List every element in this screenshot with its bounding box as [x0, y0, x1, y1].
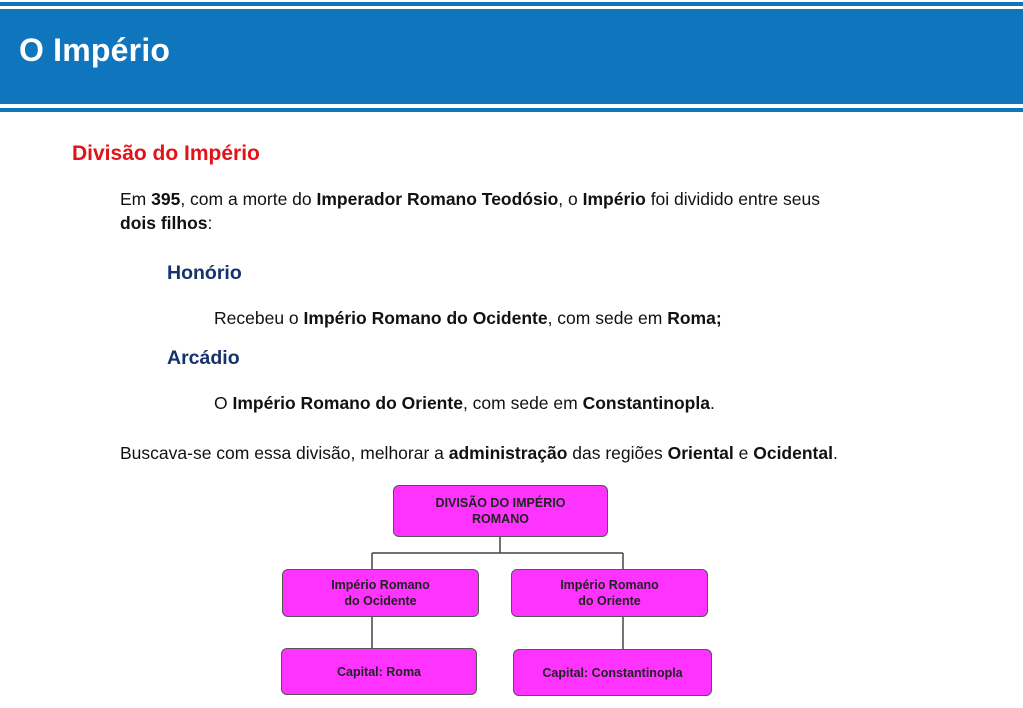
arcadio-text: O	[214, 393, 233, 413]
arcadio-paragraph	[214, 391, 1023, 415]
conclusion-text: Buscava-se com essa divisão, melhorar a	[120, 443, 449, 463]
conclusion-paragraph	[120, 441, 1000, 465]
intro-text: , com a morte do	[180, 189, 317, 209]
arcadio-text: , com sede em	[462, 393, 583, 413]
intro-emperor: Imperador Romano Teodósio	[316, 189, 559, 209]
conclusion-oriental: Oriental	[667, 443, 734, 463]
honorio-paragraph	[214, 306, 1023, 330]
honorio-heading: Honório	[167, 262, 242, 284]
intro-text: , o	[558, 189, 583, 209]
arcadio-seat: Constantinopla	[582, 393, 710, 413]
conclusion-administration: administração	[448, 443, 568, 463]
org-box-east-capital	[513, 649, 712, 696]
org-box-root	[393, 485, 608, 537]
section-title: Divisão do Império	[72, 142, 260, 165]
slide-header	[0, 0, 1023, 113]
org-west-line1: Império Romano	[331, 578, 430, 592]
honorio-empire: Império Romano do Ocidente	[303, 308, 548, 328]
org-box-east	[511, 569, 708, 617]
header-top-line	[0, 2, 1023, 6]
arcadio-text: .	[709, 393, 715, 413]
org-west-capital-label: Capital: Roma	[336, 664, 422, 679]
honorio-seat: Roma;	[667, 308, 722, 328]
intro-text: :	[207, 213, 213, 233]
intro-empire: Império	[582, 189, 646, 209]
header-bottom-line	[0, 108, 1023, 112]
slide-title: O Império	[19, 32, 171, 68]
intro-text: Em	[120, 189, 152, 209]
org-root-line2: ROMANO	[472, 512, 529, 526]
arcadio-heading: Arcádio	[167, 347, 240, 369]
intro-sons: dois filhos	[120, 213, 208, 233]
intro-text: foi dividido entre seus	[645, 189, 820, 209]
org-east-capital-label: Capital: Constantinopla	[542, 665, 683, 680]
org-root-line1: DIVISÃO DO IMPÉRIO	[435, 496, 566, 510]
org-east-line1: Império Romano	[560, 578, 659, 592]
conclusion-text: .	[832, 443, 838, 463]
intro-paragraph	[120, 187, 1000, 235]
org-east-line2: do Oriente	[578, 594, 641, 608]
arcadio-empire: Império Romano do Oriente	[232, 393, 463, 413]
org-box-west	[282, 569, 479, 617]
org-west-line2: do Ocidente	[344, 594, 417, 608]
conclusion-text: das regiões	[567, 443, 668, 463]
org-box-west-capital	[281, 648, 477, 695]
honorio-text: , com sede em	[547, 308, 668, 328]
conclusion-text: e	[733, 443, 754, 463]
honorio-text: Recebeu o	[214, 308, 304, 328]
intro-year: 395	[151, 189, 181, 209]
conclusion-ocidental: Ocidental	[753, 443, 833, 463]
